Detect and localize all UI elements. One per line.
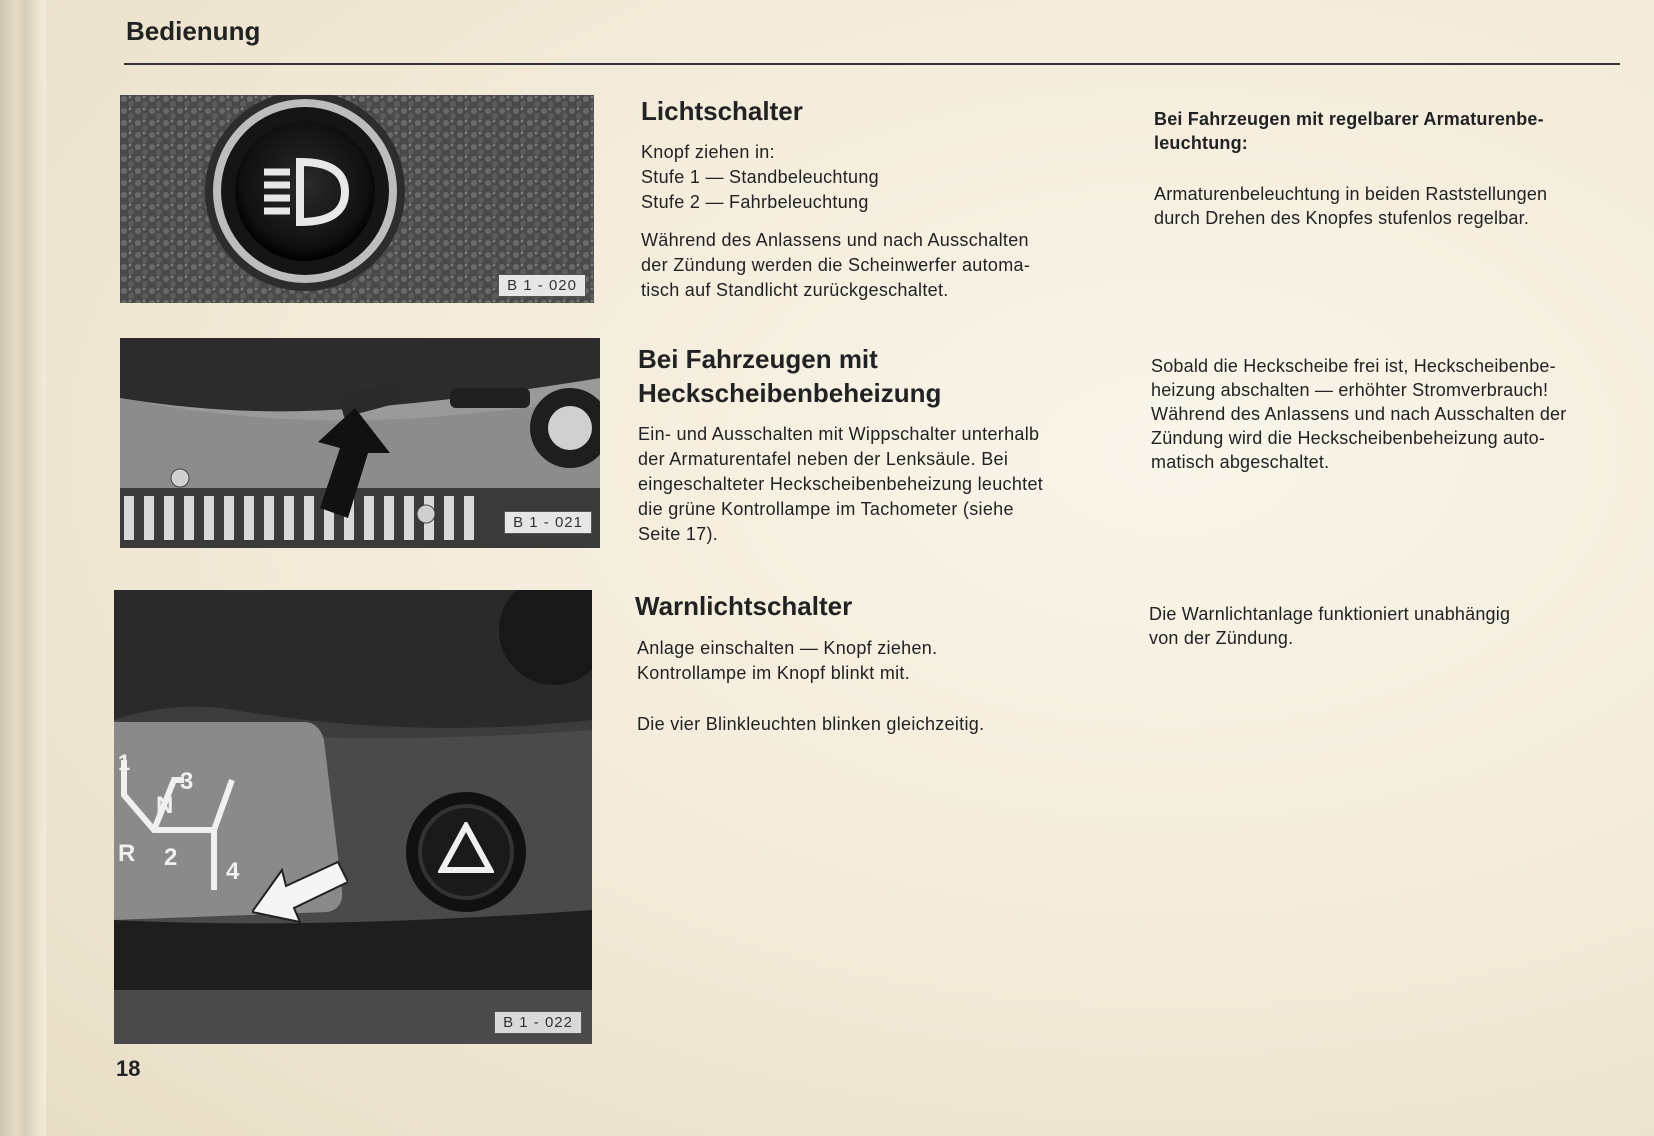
text-line: Stufe 2 — Fahrbeleuchtung: [641, 192, 869, 212]
text-line: Knopf ziehen in:: [641, 142, 775, 162]
text-line: Seite 17).: [638, 524, 719, 544]
section-warnlichtschalter-paragraph: [637, 712, 984, 737]
gear-label: N: [156, 792, 174, 819]
text-line: Armaturenbeleuchtung in beiden Raststellungen: [1154, 184, 1548, 204]
page-number: 18: [116, 1056, 141, 1081]
gear-label: 2: [164, 844, 178, 871]
text-line: der Zündung werden die Scheinwerfer automa-: [641, 255, 1031, 275]
text-line: tisch auf Standlicht zurückgeschaltet.: [641, 280, 949, 300]
figure-code: B 1 - 022: [494, 1011, 582, 1034]
page-header-title: Bedienung: [126, 16, 261, 46]
figure-hazard-switch: [114, 590, 592, 1044]
figure-rear-heater-switch: [120, 338, 600, 548]
text-line: von der Zündung.: [1149, 628, 1294, 648]
text-line: der Armaturentafel neben der Lenksäule. Bei: [638, 449, 1009, 469]
section-title-warnlichtschalter: Warnlichtschalter: [635, 591, 853, 621]
figure-code: B 1 - 020: [498, 274, 586, 297]
title-line: Heckscheibenbeheizung: [638, 378, 942, 408]
title-line: Bei Fahrzeugen mit: [638, 344, 878, 374]
text-line: Kontrollampe im Knopf blinkt mit.: [637, 663, 911, 683]
text-line: Ein- und Ausschalten mit Wippschalter unterhalb: [638, 424, 1040, 444]
section-title-heckscheibenbeheizung: [638, 342, 941, 410]
text-line: leuchtung:: [1154, 133, 1248, 153]
note-heading-armaturenbeleuchtung: [1154, 107, 1544, 155]
section-title-lichtschalter: Lichtschalter: [641, 96, 803, 126]
hazard-triangle-icon: [438, 822, 494, 874]
section-lichtschalter-steps: [641, 140, 879, 215]
text-line: durch Drehen des Knopfes stufenlos regelbar.: [1154, 208, 1530, 228]
arrow-left-icon: [252, 842, 348, 928]
page-edge: [0, 0, 46, 1136]
gear-label: 3: [180, 768, 194, 795]
text-line: eingeschalteter Heckscheibenbeheizung leuchtet: [638, 474, 1044, 494]
note-warnlichtanlage: [1149, 602, 1510, 650]
section-heckscheibenbeheizung-paragraph: [638, 422, 1043, 547]
text-line: matisch abgeschaltet.: [1151, 452, 1330, 472]
text-line: heizung abschalten — erhöhter Stromverbrauch!: [1151, 380, 1549, 400]
text-line: Sobald die Heckscheibe frei ist, Heckscheibenbe-: [1151, 356, 1556, 376]
note-heckscheibenbeheizung: [1151, 354, 1566, 474]
section-warnlichtschalter-steps: [637, 636, 937, 686]
text-line: Die Warnlichtanlage funktioniert unabhängig: [1149, 604, 1511, 624]
text-line: Anlage einschalten — Knopf ziehen.: [637, 638, 938, 658]
section-lichtschalter-paragraph: [641, 228, 1030, 303]
header-rule: [124, 63, 1620, 65]
gear-label: 4: [226, 858, 240, 885]
text-line: Stufe 1 — Standbeleuchtung: [641, 167, 879, 187]
text-line: Bei Fahrzeugen mit regelbarer Armaturenbe-: [1154, 109, 1544, 129]
text-line: Während des Anlassens und nach Ausschalten der: [1151, 404, 1567, 424]
text-line: Die vier Blinkleuchten blinken gleichzeitig.: [637, 714, 985, 734]
figure-light-switch: [120, 95, 594, 303]
gear-label: R: [118, 840, 136, 867]
text-line: Zündung wird die Heckscheibenbeheizung auto-: [1151, 428, 1546, 448]
text-line: die grüne Kontrollampe im Tachometer (siehe: [638, 499, 1014, 519]
gear-label: 1: [118, 750, 131, 775]
text-line: Während des Anlassens und nach Ausschalten: [641, 230, 1029, 250]
figure-code: B 1 - 021: [504, 511, 592, 534]
arrow-up-icon: [300, 408, 390, 518]
headlight-icon: [260, 157, 350, 227]
note-armaturenbeleuchtung: [1154, 182, 1547, 230]
